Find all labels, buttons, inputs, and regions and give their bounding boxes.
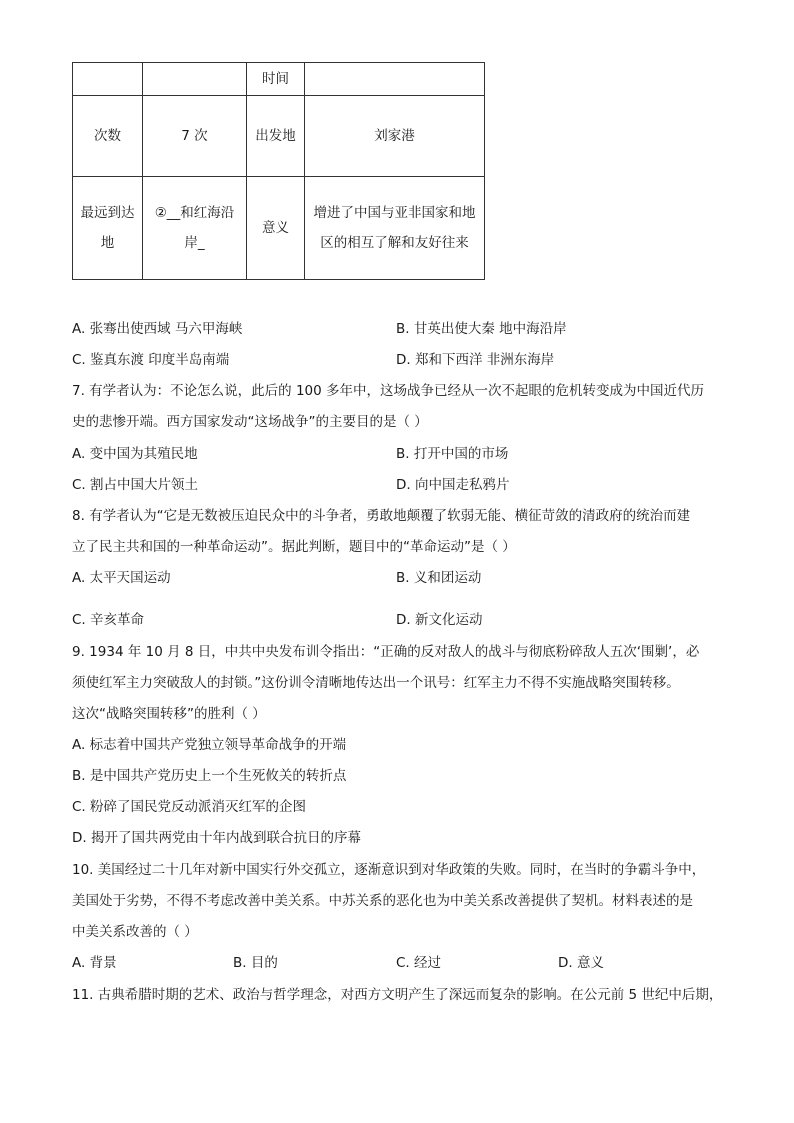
table-row bbox=[73, 96, 485, 177]
q9-option-c[interactable]: C. 粉碎了国民党反动派消灭红军的企图 bbox=[72, 799, 307, 815]
q8-option-d[interactable]: D. 新文化运动 bbox=[396, 612, 483, 628]
table-cell: ②__和红海沿岸_ bbox=[143, 177, 247, 280]
table-cell: 时间 bbox=[247, 63, 305, 96]
q9-stem-line1: 9. 1934 年 10 月 8 日，中共中央发布训令指出：“正确的反对敌人的战斗与彻底粉碎敌人五次‘围剿’，必 bbox=[72, 644, 700, 660]
q7-stem-line2: 史的悲惨开端。西方国家发动“这场战争”的主要目的是（ ） bbox=[72, 414, 428, 430]
q9-option-b[interactable]: B. 是中国共产党历史上一个生死攸关的转折点 bbox=[72, 768, 347, 784]
q10-option-d[interactable]: D. 意义 bbox=[558, 955, 604, 971]
q10-stem-line1: 10. 美国经过二十几年对新中国实行外交孤立，逐渐意识到对华政策的失败。同时，在当时的争霸斗争中， bbox=[72, 862, 706, 878]
q6-option-d[interactable]: D. 郑和下西洋 非洲东海岸 bbox=[396, 352, 555, 368]
table-cell bbox=[73, 63, 143, 96]
q11-stem-line1: 11. 古典希腊时期的艺术、政治与哲学理念，对西方文明产生了深远而复杂的影响。在公元前 5 世纪中后期， bbox=[72, 987, 723, 1003]
q9-stem-line3: 这次“战略突围转移”的胜利（ ） bbox=[72, 706, 266, 722]
q9-option-a[interactable]: A. 标志着中国共产党独立领导革命战争的开端 bbox=[72, 737, 347, 753]
q6-option-c[interactable]: C. 鉴真东渡 印度半岛南端 bbox=[72, 352, 230, 368]
q6-option-b[interactable]: B. 甘英出使大秦 地中海沿岸 bbox=[396, 321, 567, 337]
table-cell: 意义 bbox=[247, 177, 305, 280]
q10-stem-line2: 美国处于劣势，不得不考虑改善中美关系。中苏关系的恶化也为中美关系改善提供了契机。材料表述的是 bbox=[72, 893, 693, 909]
q7-option-d[interactable]: D. 向中国走私鸦片 bbox=[396, 477, 510, 493]
table-cell bbox=[143, 63, 247, 96]
q8-option-b[interactable]: B. 义和团运动 bbox=[396, 570, 482, 586]
q8-stem-line1: 8. 有学者认为“它是无数被压迫民众中的斗争者，勇敢地颠覆了软弱无能、横征苛敛的清政府的统治而建 bbox=[72, 508, 691, 524]
q10-stem-line3: 中美关系改善的（ ） bbox=[72, 924, 198, 940]
table-cell: 出发地 bbox=[247, 96, 305, 177]
q10-option-a[interactable]: A. 背景 bbox=[72, 955, 117, 971]
q7-stem-line1: 7. 有学者认为：不论怎么说，此后的 100 多年中，这场战争已经从一次不起眼的危机转变成为中国近代历 bbox=[72, 383, 705, 399]
table-cell: 刘家港 bbox=[305, 96, 485, 177]
table-cell: 7 次 bbox=[143, 96, 247, 177]
q8-option-a[interactable]: A. 太平天国运动 bbox=[72, 570, 171, 586]
table-cell: 次数 bbox=[73, 96, 143, 177]
table-row bbox=[73, 177, 485, 280]
q10-option-c[interactable]: C. 经过 bbox=[396, 955, 442, 971]
q8-option-c[interactable]: C. 辛亥革命 bbox=[72, 612, 145, 628]
q7-option-c[interactable]: C. 割占中国大片领土 bbox=[72, 477, 199, 493]
q7-option-a[interactable]: A. 变中国为其殖民地 bbox=[72, 446, 198, 462]
q9-option-d[interactable]: D. 揭开了国共两党由十年内战到联合抗日的序幕 bbox=[72, 830, 361, 846]
q9-stem-line2: 须使红军主力突破敌人的封锁。”这份训令清晰地传达出一个讯号：红军主力不得不实施战略突围转移。 bbox=[72, 675, 680, 691]
table-row bbox=[73, 63, 485, 96]
q7-option-b[interactable]: B. 打开中国的市场 bbox=[396, 446, 509, 462]
zhenghe-table bbox=[72, 62, 485, 280]
table-cell: 最远到达地 bbox=[73, 177, 143, 280]
q8-stem-line2: 立了民主共和国的一种革命运动”。据此判断，题目中的“革命运动”是（ ） bbox=[72, 539, 516, 555]
table-cell bbox=[305, 63, 485, 96]
table-cell: 增进了中国与亚非国家和地区的相互了解和友好往来 bbox=[305, 177, 485, 280]
q10-option-b[interactable]: B. 目的 bbox=[233, 955, 278, 971]
q6-option-a[interactable]: A. 张骞出使西域 马六甲海峡 bbox=[72, 321, 243, 337]
